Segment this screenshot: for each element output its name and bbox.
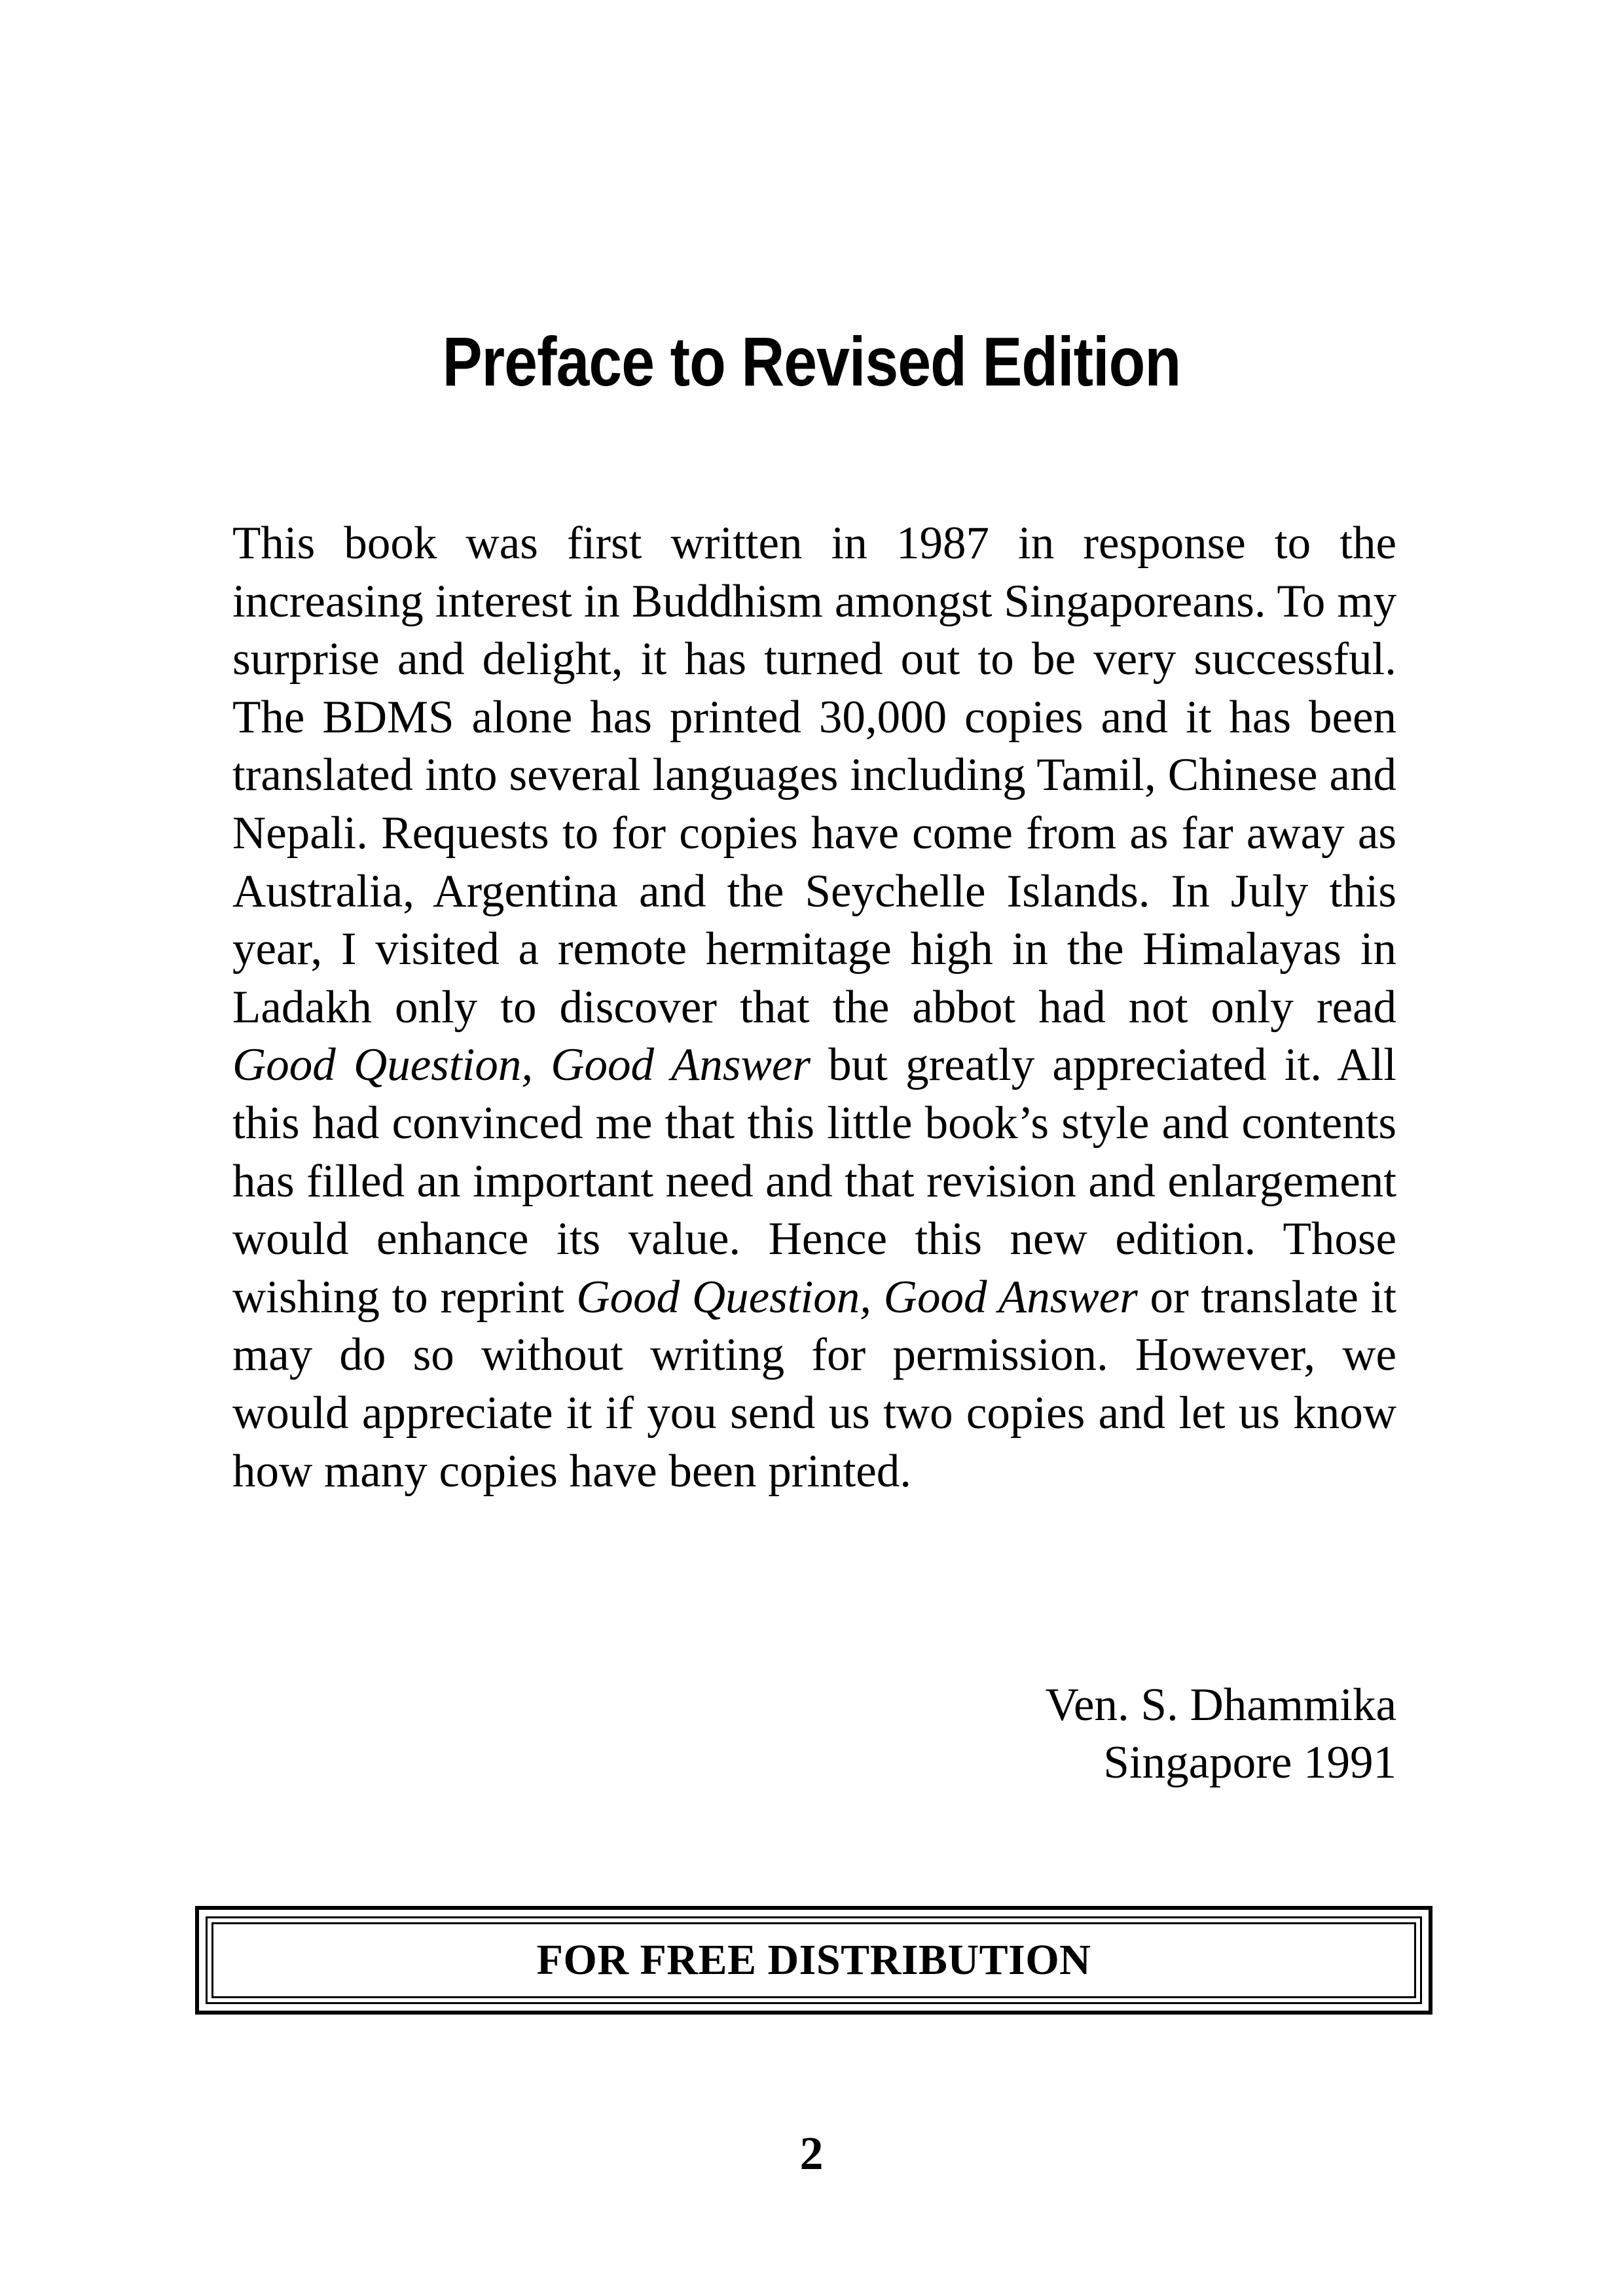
page-title: Preface to Revised Edition [442,323,1181,401]
book-title-reference: Good Question, Good Answer [576,1271,1138,1323]
body-text-part-3: or translate it may do so without writing for permission. However, we would appreciate it if you send us two copies and let us know how many copies have been printed. [232,1271,1397,1497]
box-border-inner [206,1916,1422,2004]
box-border-innermost [211,1922,1416,1998]
free-distribution-box [195,1906,1432,2015]
signature-block [786,1676,1396,1791]
page-number: 2 [799,2127,824,2179]
author-name: Ven. S. Dhammika [1045,1679,1396,1731]
place-and-year: Singapore 1991 [1103,1737,1396,1788]
book-title-reference: Good Question, Good Answer [232,1039,811,1091]
free-distribution-label: FOR FREE DISTRIBUTION [536,1936,1091,1984]
body-text-part-2: but greatly appreciated it. All this had convinced me that this little book’s style and contents has filled an important need and that revision and enlargement would enhance its value. Hence this new edition. Those wishing to reprint [232,1039,1396,1323]
preface-body [232,514,1396,1500]
body-text-part-1: This book was first written in 1987 in response to the increasing interest in Buddhism amongst Singaporeans. To my surprise and delight, it has turned out to be very successful. The BDMS alone has printed 30,000 copies and it has been translated into several languages including Tamil, Chinese and Nepali. Requests to for copies have come from as far away as Australia, Argentina and the Seychelle Islands. In July this year, I visited a remote hermitage high in the Himalayas in Ladakh only to discover that the abbot had not only read [232,518,1396,1033]
